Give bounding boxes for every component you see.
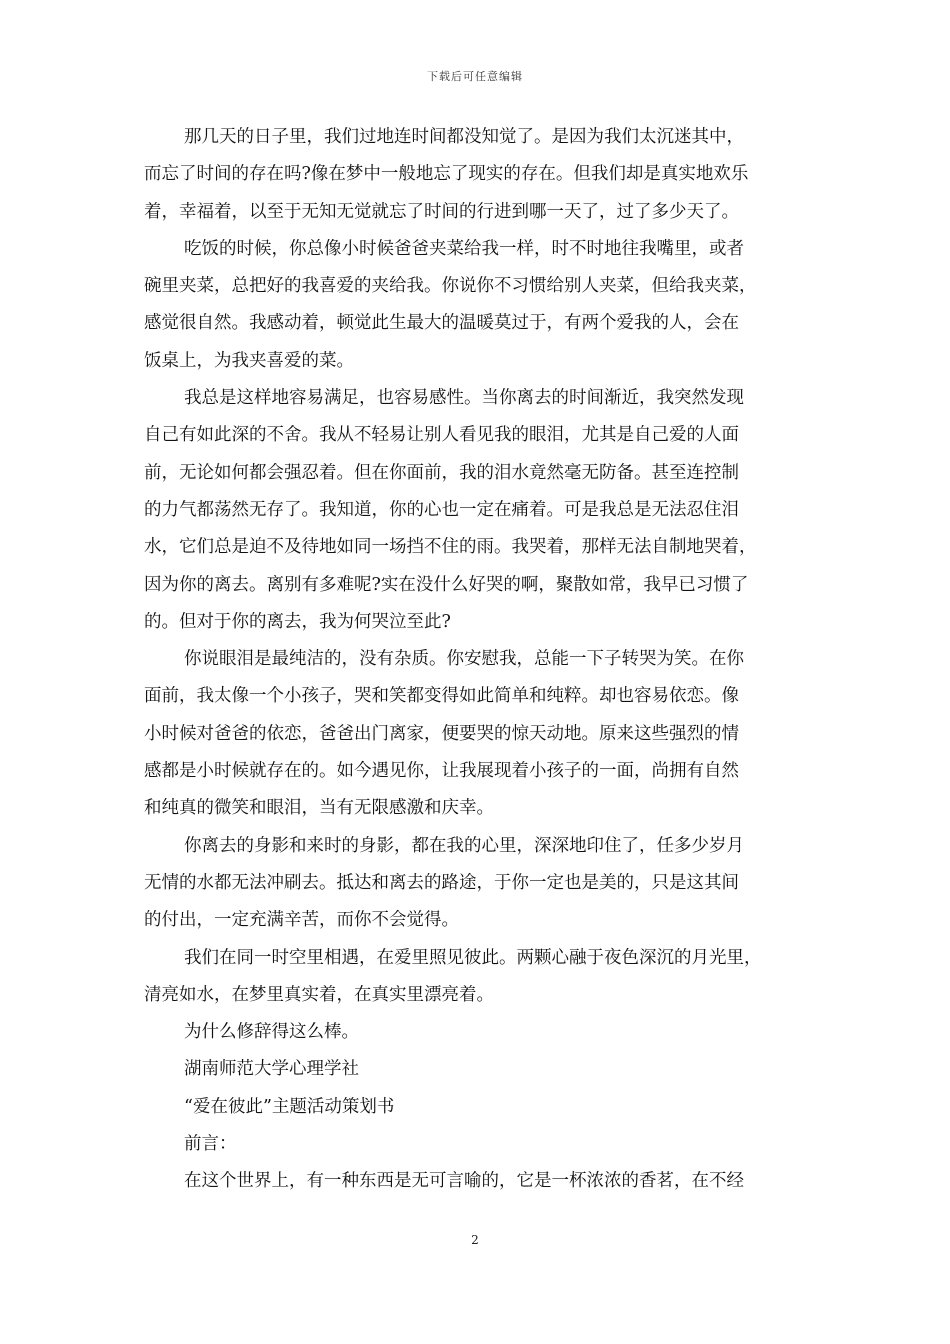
page-number: 2: [471, 1233, 479, 1247]
text-line: 我们在同一时空里相遇，在爱里照见彼此。两颗心融于夜色深沉的月光里，: [184, 947, 762, 968]
text-line: 着，幸福着，以至于无知无觉就忘了时间的行进到哪一天了，过了多少天了。: [144, 201, 739, 222]
text-line: 面前，我太像一个小孩子，哭和笑都变得如此简单和纯粹。却也容易依恋。像: [144, 686, 739, 707]
text-line: 前言：: [184, 1134, 237, 1155]
text-line: 你说眼泪是最纯洁的，没有杂质。你安慰我，总能一下子转哭为笑。在你: [184, 649, 744, 670]
text-line: 因为你的离去。离别有多难呢?实在没什么好哭的啊，聚散如常，我早已习惯了: [144, 574, 749, 595]
text-line: 感觉很自然。我感动着，顿觉此生最大的温暖莫过于，有两个爱我的人，会在: [144, 313, 739, 334]
text-line: 感都是小时候就存在的。如今遇见你，让我展现着小孩子的一面，尚拥有自然: [144, 761, 739, 782]
text-line: 湖南师范大学心理学社: [184, 1059, 359, 1080]
text-line: 你离去的身影和来时的身影，都在我的心里，深深地印住了，任多少岁月: [184, 835, 744, 856]
text-line: 清亮如水，在梦里真实着，在真实里漂亮着。: [144, 984, 494, 1005]
text-line: 的付出，一定充满辛苦，而你不会觉得。: [144, 910, 459, 931]
text-line: 而忘了时间的存在吗?像在梦中一般地忘了现实的存在。但我们却是真实地欢乐: [144, 164, 749, 185]
text-line: 和纯真的微笑和眼泪，当有无限感激和庆幸。: [144, 798, 494, 819]
text-line: 吃饭的时候，你总像小时候爸爸夹菜给我一样，时不时地往我嘴里，或者: [184, 238, 744, 259]
text-line: 我总是这样地容易满足，也容易感性。当你离去的时间渐近，我突然发现: [184, 388, 744, 409]
text-line: 小时候对爸爸的依恋，爸爸出门离家，便要哭的惊天动地。原来这些强烈的情: [144, 723, 739, 744]
text-line: 自己有如此深的不舍。我从不轻易让别人看见我的眼泪，尤其是自己爱的人面: [144, 425, 739, 446]
page-header: 下载后可任意编辑: [427, 70, 523, 83]
text-line: 在这个世界上，有一种东西是无可言喻的，它是一杯浓浓的香茗，在不经: [184, 1171, 744, 1192]
text-line: 的力气都荡然无存了。我知道，你的心也一定在痛着。可是我总是无法忍住泪: [144, 499, 739, 520]
text-line: 无情的水都无法冲刷去。抵达和离去的路途，于你一定也是美的，只是这其间: [144, 872, 739, 893]
text-line: 那几天的日子里，我们过地连时间都没知觉了。是因为我们太沉迷其中，: [184, 127, 744, 147]
text-line: “爱在彼此”主题活动策划书: [184, 1096, 395, 1117]
text-line: 水，它们总是迫不及待地如同一场挡不住的雨。我哭着，那样无法自制地哭着，: [144, 537, 757, 558]
text-line: 为什么修辞得这么棒。: [184, 1022, 359, 1043]
text-line: 饭桌上，为我夹喜爱的菜。: [144, 350, 354, 371]
text-line: 前，无论如何都会强忍着。但在你面前，我的泪水竟然毫无防备。甚至连控制: [144, 462, 739, 483]
text-line: 碗里夹菜，总把好的我喜爱的夹给我。你说你不习惯给别人夹菜，但给我夹菜，: [144, 276, 757, 297]
text-line: 的。但对于你的离去，我为何哭泣至此?: [144, 611, 451, 632]
document-body: [144, 125, 809, 1207]
